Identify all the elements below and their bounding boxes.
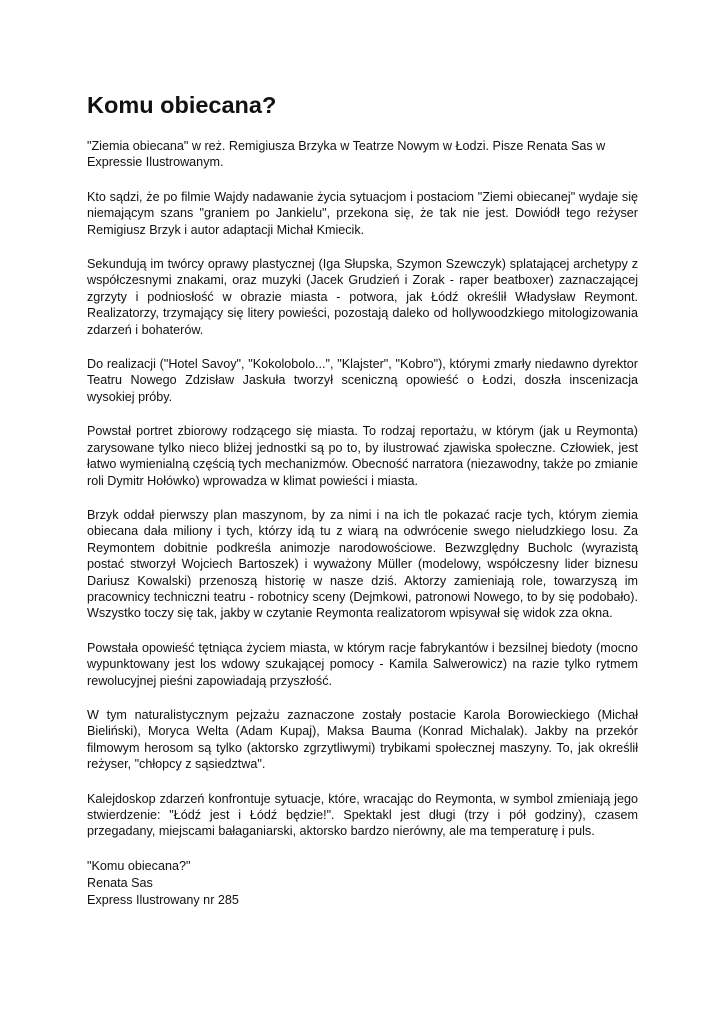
article-lead: "Ziemia obiecana" w reż. Remigiusza Brzyka w Teatrze Nowym w Łodzi. Pisze Renata Sas w Expressie Ilustrowanym. (87, 139, 606, 170)
signature-article-title: "Komu obiecana?" (87, 858, 191, 873)
article-paragraph: Kto sądzi, że po filmie Wajdy nadawanie życia sytuacjom i postaciom "Ziemi obiecanej" wydaje się niemającym szans "graniem po Jankielu", przekona się, że tak nie jest. Dowiódł tego reżyser Remigiusz Brzyk i autor adaptacji Michał Kmiecik. (87, 189, 638, 237)
article-paragraph: Powstał portret zbiorowy rodzącego się miasta. To rodzaj reportażu, w którym (jak u Reymonta) zarysowane tylko nieco bliżej jednostki są po to, by ilustrować zjawiska społeczne. Człowiek, jest łatwo wymienialną częścią tych mechanizmów. Obecność narratora (niezawodny, także po zmianie roli Dymitr Hołówko) wprowadza w klimat powieści i miasta. (87, 424, 638, 488)
document-page (87, 90, 638, 909)
signature-author: Renata Sas (87, 875, 153, 890)
signature-source: Express Ilustrowany nr 285 (87, 892, 239, 907)
article-paragraph: Kalejdoskop zdarzeń konfrontuje sytuacje, które, wracając do Reymonta, w symbol zmieniają jego stwierdzenie: "Łódź jest i Łódź będzie!". Spektakl jest długi (trzy i pół godziny), czasem przegadany, miejscami bałaganiarski, aktorsko bardzo nierówny, ale ma temperaturę i puls. (87, 791, 638, 839)
article-paragraph: Powstała opowieść tętniąca życiem miasta, w którym racje fabrykantów i bezsilnej biedoty (mocno wypunktowany jest los wdowy szukającej pomocy - Kamila Salwerowicz) na razie tylko rytmem rewolucyjnej pieśni zapowiadają przyszłość. (87, 640, 638, 688)
article-paragraph: W tym naturalistycznym pejzażu zaznaczone zostały postacie Karola Borowieckiego (Michał Bieliński), Moryca Welta (Adam Kupaj), Maksa Bauma (Konrad Michalak). Jakby na przekór filmowym herosom są tylko (aktorsko zgrzytliwymi) trybikami społecznej maszyny. To, jak określił reżyser, "chłopcy z sąsiedztwa". (87, 707, 638, 772)
article-paragraph: Sekundują im twórcy oprawy plastycznej (Iga Słupska, Szymon Szewczyk) splatającej archetypy z współczesnymi znakami, oraz muzyki (Jacek Grudzień i Zorak - raper beatboxer) zaznaczającej zgrzyty i podniosłość w obrazie miasta - potwora, jak Łódź określił Władysław Reymont. Realizatorzy, trzymający się litery powieści, pozostają daleko od hollywoodzkiego mitologizowania zdarzeń i bohaterów. (87, 257, 638, 337)
article-title: Komu obiecana? (87, 92, 277, 118)
article-paragraph: Brzyk oddał pierwszy plan maszynom, by za nimi i na ich tle pokazać racje tych, którym ziemia obiecana dała miliony i tych, którzy idą tu z wiarą na odwrócenie swego nieludzkiego losu. Za Reymontem dobitnie podkreśla animozje narodowościowe. Bezwzględny Bucholc (wyrazistą postać stworzył Wojciech Bartoszek) i wyważony Müller (modelowy, współczesny lider biznesu Dariusz Kowalski) przenoszą historię w nasze dziś. Aktorzy zamieniają role, towarzyszą im pracownicy techniczni teatru - robotnicy sceny (Dejmkowi, patronowi Nowego, to by się podobało). Wszystko toczy się tak, jakby w czytanie Reymonta realizatorom wpisywał się widok zza okna. (87, 507, 638, 621)
source-signature (87, 858, 638, 909)
article-paragraph: Do realizacji ("Hotel Savoy", "Kokolobolo...", "Klajster", "Kobro"), którymi zmarły niedawno dyrektor Teatru Nowego Zdzisław Jaskuła tworzył sceniczną opowieść o Łodzi, doszła inscenizacja wysokiej próby. (87, 357, 638, 404)
